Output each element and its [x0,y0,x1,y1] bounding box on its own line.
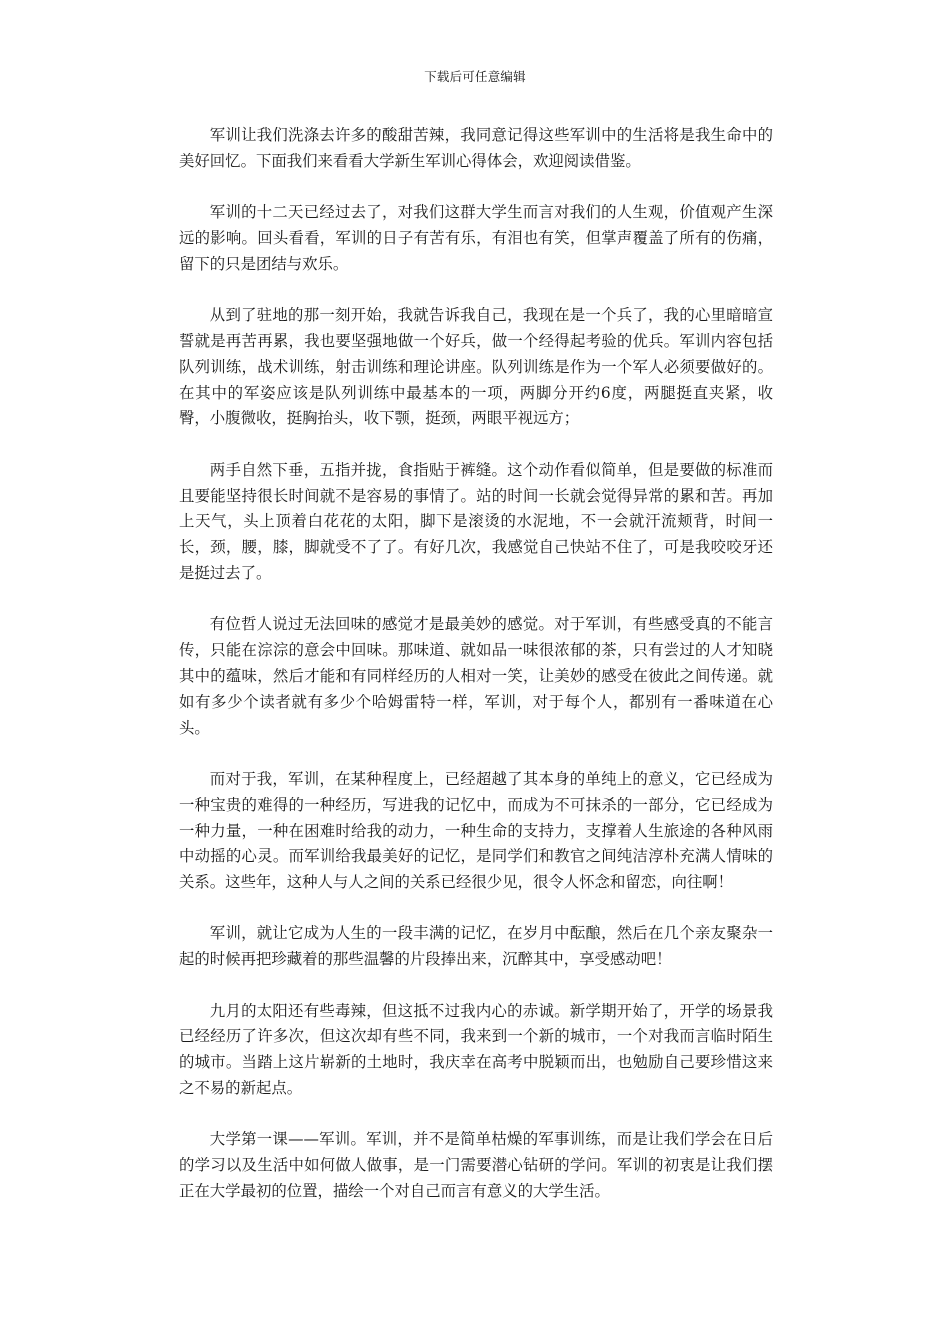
paragraph-4: 两手自然下垂，五指并拢，食指贴于裤缝。这个动作看似简单，但是要做的标准而且要能坚持很长时间就不是容易的事情了。站的时间一长就会觉得异常的累和苦。再加上天气，头上顶着白花花的太阳，脚下是滚烫的水泥地，不一会就汗流颊背，时间一长，颈，腰，膝，脚就受不了了。有好几次，我感觉自己快站不住了，可是我咬咬牙还是挺过去了。 [179,460,773,582]
paragraph-8: 九月的太阳还有些毒辣，但这抵不过我内心的赤诚。新学期开始了，开学的场景我已经经历了许多次，但这次却有些不同，我来到一个新的城市，一个对我而言临时陌生的城市。当踏上这片崭新的土地时，我庆幸在高考中脱颖而出，也勉励自己要珍惜这来之不易的新起点。 [179,1001,773,1098]
paragraph-1: 军训让我们洗涤去许多的酸甜苦辣，我同意记得这些军训中的生活将是我生命中的美好回忆。下面我们来看看大学新生军训心得体会，欢迎阅读借鉴。 [179,126,773,170]
paragraph-6: 而对于我，军训，在某种程度上，已经超越了其本身的单纯上的意义，它已经成为一种宝贵的难得的一种经历，写进我的记忆中，而成为不可抹杀的一部分，它已经成为一种力量，一种在困难时给我的动力，一种生命的支持力，支撑着人生旅途的各种风雨中动摇的心灵。而军训给我最美好的记忆，是同学们和教官之间纯洁淳朴充满人情味的关系。这些年，这种人与人之间的关系已经很少见，很令人怀念和留恋，向往啊！ [179,769,773,892]
paragraph-5: 有位哲人说过无法回味的感觉才是最美妙的感觉。对于军训，有些感受真的不能言传，只能在淙淙的意会中回味。那味道、就如品一味很浓郁的茶，只有尝过的人才知晓其中的蕴味，然后才能和有同样经历的人相对一笑，让美妙的感受在彼此之间传递。就如有多少个读者就有多少个哈姆雷特一样，军训，对于每个人，都别有一番味道在心头。 [179,615,773,737]
page-header: 下载后可任意编辑 [424,69,526,84]
paragraph-9: 大学第一课——军训。军训，并不是简单枯燥的军事训练，而是让我们学会在日后的学习以及生活中如何做人做事，是一门需要潜心钻研的学问。军训的初衷是让我们摆正在大学最初的位置，描绘一个对自己而言有意义的大学生活。 [179,1130,773,1201]
paragraph-2: 军训的十二天已经过去了，对我们这群大学生而言对我们的人生观，价值观产生深远的影响。回头看看，军训的日子有苦有乐，有泪也有笑，但掌声覆盖了所有的伤痛，留下的只是团结与欢乐。 [179,203,773,273]
paragraph-3: 从到了驻地的那一刻开始，我就告诉我自己，我现在是一个兵了，我的心里暗暗宣誓就是再苦再累，我也要坚强地做一个好兵，做一个经得起考验的优兵。军训内容包括队列训练，战术训练，射击训练和理论讲座。队列训练是作为一个军人必须要做好的。在其中的军姿应该是队列训练中最基本的一项，两脚分开约6度，两腿挺直夹紧，收臀，小腹微收，挺胸抬头，收下颚，挺颈，两眼平视远方； [179,306,773,428]
document-body [179,123,773,1230]
paragraph-7: 军训，就让它成为人生的一段丰满的记忆，在岁月中酝酿，然后在几个亲友聚杂一起的时候再把珍藏着的那些温馨的片段捧出来，沉醉其中，享受感动吧！ [179,924,773,969]
